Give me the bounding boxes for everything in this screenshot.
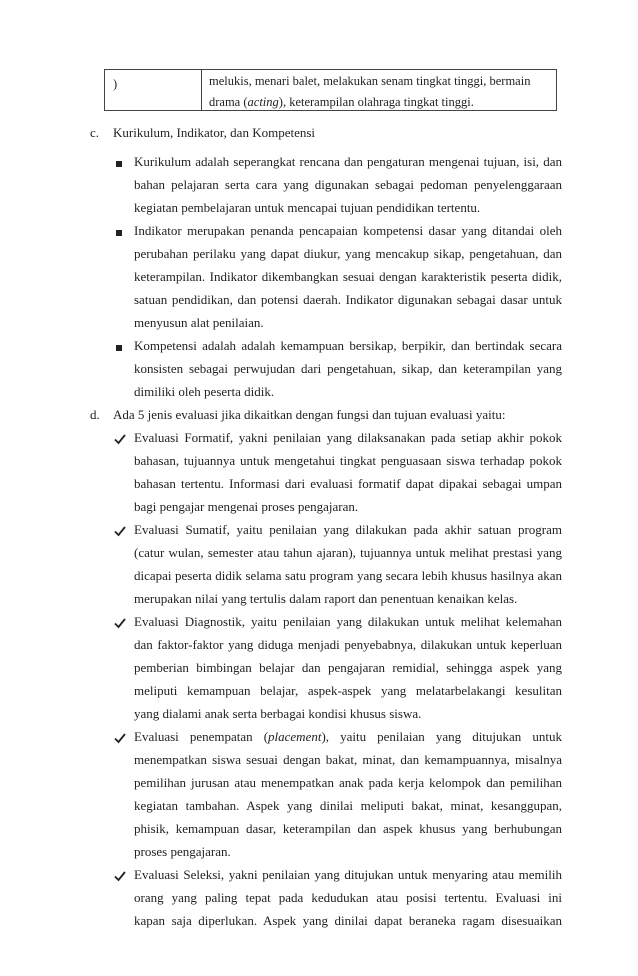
checkmark-icon (114, 732, 126, 744)
c-item-3-line-3: dimiliki oleh peserta didik. (134, 384, 275, 399)
section-c-heading: Kurikulum, Indikator, dan Kompetensi (113, 125, 316, 140)
d-item-2-line-1: Evaluasi Sumatif, yaitu penilaian yang dilakukan pada akhir satuan program (134, 522, 562, 537)
d-item-4-line-4: kegiatan tambahan. Aspek yang dinilai meliputi bakat, minat, kesanggupan, (134, 798, 562, 813)
d-item-2-line-2: (catur wulan, semester atau tahun ajaran), tujuannya untuk melihat prestasi yang (134, 545, 562, 560)
c-item-2-line-3: keterampilan. Indikator dikembangkan sesuai dengan karakteristik peserta didik, (134, 269, 562, 284)
d-item-3-line-5: yang dialami anak serta berbagai kondisi khusus siswa. (134, 706, 422, 721)
d-item-3-line-3: pemberian bimbingan belajar dan pengajaran remidial, sehingga aspek yang (134, 660, 562, 675)
d-item-4-line-5: phisik, kemampuan dasar, keterampilan dan aspek khusus yang berhubungan (134, 821, 562, 836)
d-item-4-line-6: proses pengajaran. (134, 844, 231, 859)
section-c-marker: c. (90, 125, 100, 140)
checkmark-icon (114, 617, 126, 629)
c-item-3-line-1: Kompetensi adalah adalah kemampuan bersikap, berpikir, dan bertindak secara (134, 338, 562, 353)
table-right-cell (209, 71, 554, 113)
table-right-line-1: melukis, menari balet, melakukan senam tingkat tinggi, bermain (209, 74, 531, 88)
d-item-1-line-1: Evaluasi Formatif, yakni penilaian yang dilaksanakan pada setiap akhir pokok (134, 430, 562, 445)
d-item-4-line-1: Evaluasi penempatan (placement), yaitu penilaian yang ditujukan untuk (134, 729, 562, 744)
d-item-1-line-3: bahasan tertentu. Informasi dari evaluasi formatif dapat dipakai sebagai umpan (134, 476, 562, 491)
c-item-2-line-4: satuan pendidikan, dan potensi daerah. Indikator digunakan sebagai dasar untuk (134, 292, 562, 307)
square-bullet-icon (116, 345, 122, 351)
d-item-4-line-3: pemilihan jurusan atau menempatkan anak pada kerja kelompok dan pemilihan (134, 775, 562, 790)
d-item-3-line-1: Evaluasi Diagnostik, yaitu penilaian yang dilakukan untuk melihat kelemahan (134, 614, 562, 629)
section-d-heading: Ada 5 jenis evaluasi jika dikaitkan dengan fungsi dan tujuan evaluasi yaitu: (113, 407, 506, 422)
c-item-1-line-3: kegiatan pembelajaran untuk mencapai tujuan pendidikan tertentu. (134, 200, 481, 215)
checkmark-icon (114, 525, 126, 537)
c-item-2-line-2: perubahan perilaku yang dapat diukur, yang mencakup sikap, pengetahuan, dan (134, 246, 562, 261)
d-item-2-line-4: merupakan nilai yang tertulis dalam raport dan penentuan kenaikan kelas. (134, 591, 518, 606)
d-item-5-line-2: orang yang paling tepat pada kedudukan atau posisi tertentu. Evaluasi ini (134, 890, 562, 905)
checkmark-icon (114, 870, 126, 882)
table-fragment (104, 69, 557, 111)
square-bullet-icon (116, 230, 122, 236)
d-item-1-line-4: bagi pengajar mengenai proses pengajaran. (134, 499, 359, 514)
d-item-1-line-2: bahasan, tujuannya untuk mengetahui tingkat penguasaan siswa terhadap pokok (134, 453, 562, 468)
checkmark-icon (114, 433, 126, 445)
table-left-cell: ) (113, 77, 118, 91)
table-divider (201, 70, 202, 110)
d-item-2-line-3: dicapai peserta didik selama satu program yang secara lebih khusus hasilnya akan (134, 568, 562, 583)
d-item-3-line-4: meliputi kemampuan belajar, aspek-aspek yang melatarbelakangi kesulitan (134, 683, 562, 698)
d-item-5-line-3: kapan saja diperlukan. Aspek yang dinilai dapat beraneka ragam disesuaikan (134, 913, 562, 928)
c-item-1-line-2: bahan pelajaran serta cara yang digunakan sebagai pedoman penyelenggaraan (134, 177, 562, 192)
c-item-2-line-1: Indikator merupakan penanda pencapaian kompetensi dasar yang ditandai oleh (134, 223, 562, 238)
d-item-5-line-1: Evaluasi Seleksi, yakni penilaian yang ditujukan untuk menyaring atau memilih (134, 867, 562, 882)
table-right-line-2: drama (acting), keterampilan olahraga tingkat tinggi. (209, 95, 474, 109)
d-item-3-line-2: dan faktor-faktor yang diduga menjadi penyebabnya, dilakukan untuk keperluan (134, 637, 562, 652)
c-item-3-line-2: konsisten sebagai perwujudan dari pengetahuan, sikap, dan keterampilan yang (134, 361, 562, 376)
d-item-4-line-2: menempatkan siswa sesuai dengan bakat, minat, dan kemampuannya, misalnya (134, 752, 562, 767)
section-d-marker: d. (90, 407, 100, 422)
c-item-1-line-1: Kurikulum adalah seperangkat rencana dan pengaturan mengenai tujuan, isi, dan (134, 154, 562, 169)
c-item-2-line-5: menyusun alat penilaian. (134, 315, 264, 330)
square-bullet-icon (116, 161, 122, 167)
